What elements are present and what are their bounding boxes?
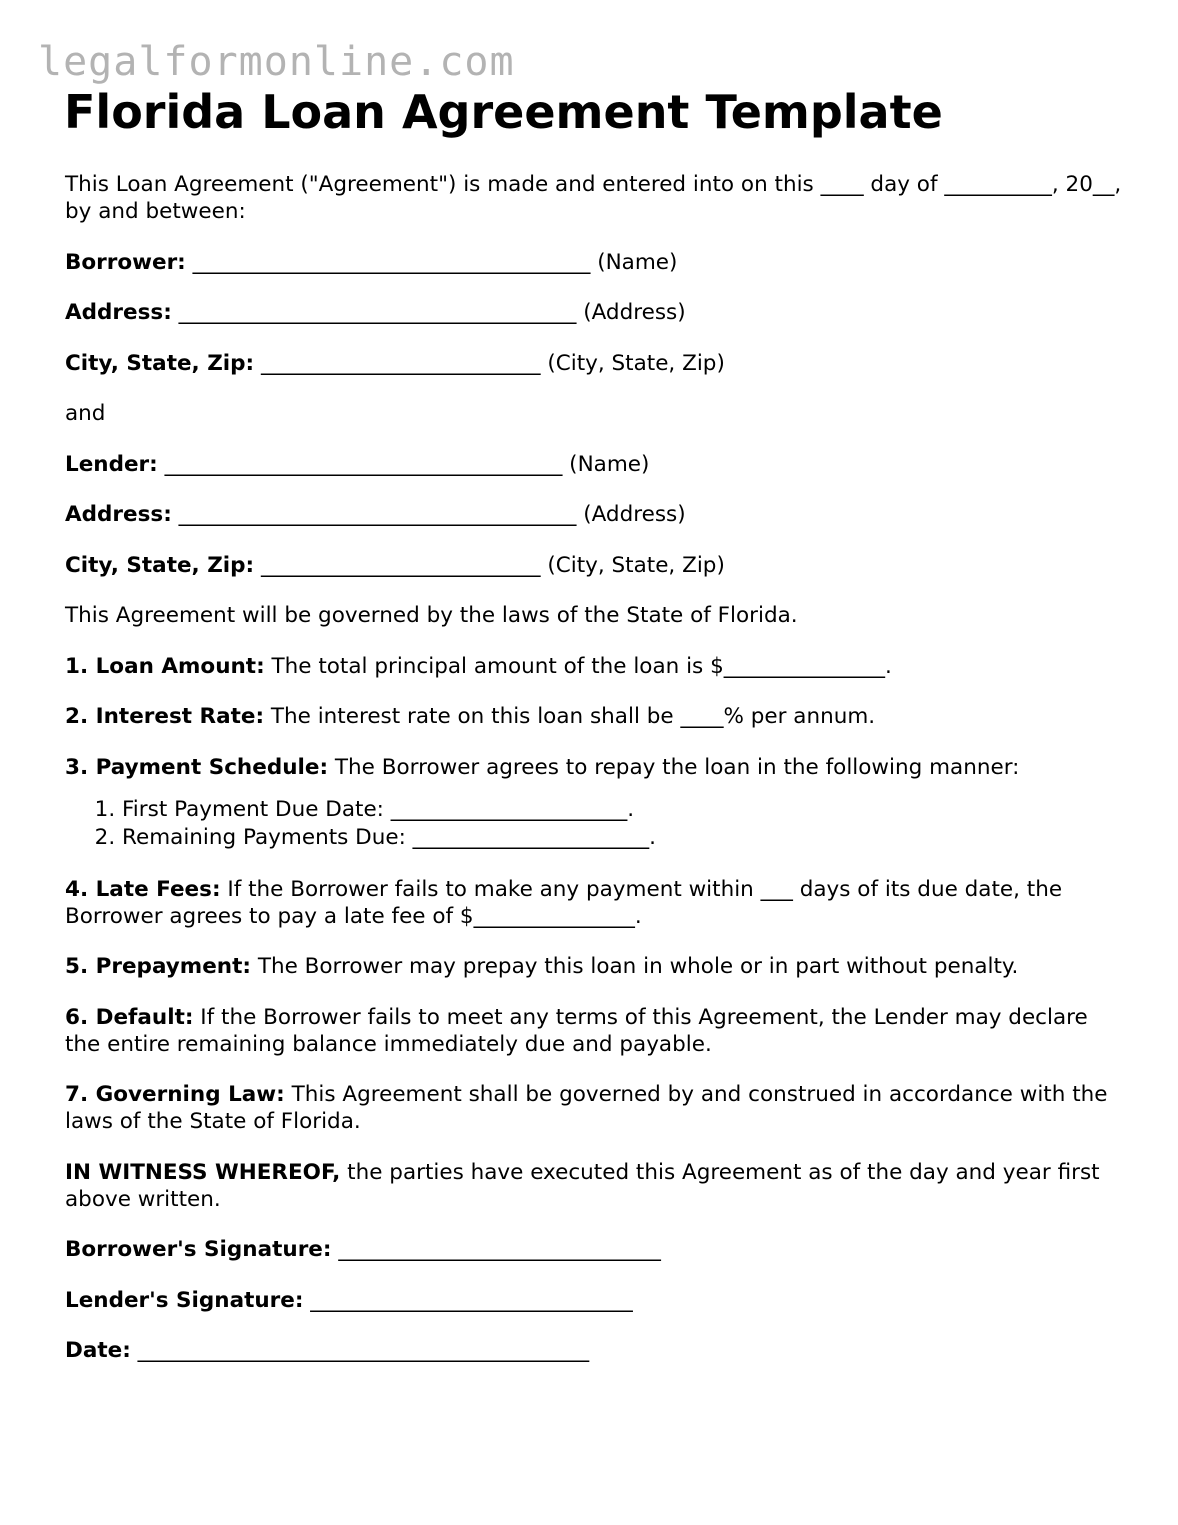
borrower-city-blank: __________________________ (City, State, Zip) — [254, 350, 725, 376]
section-late-fees — [65, 876, 1125, 930]
document-title: Florida Loan Agreement Template — [64, 85, 943, 139]
section-governing-law-label: 7. Governing Law: — [65, 1082, 285, 1107]
section-governing-law-text: This Agreement shall be governed by and construed in accordance with the laws of the State of Florida. — [65, 1082, 1108, 1134]
borrower-name-label: Borrower: — [65, 249, 186, 275]
lender-address-label: Address: — [65, 502, 172, 527]
witness-label: IN WITNESS WHEREOF, — [65, 1159, 341, 1185]
section-payment-schedule-text: The Borrower agrees to repay the loan in the following manner: — [328, 754, 1020, 780]
section-governing-law — [65, 1081, 1125, 1135]
lender-city-field — [65, 552, 1125, 579]
lender-city-blank: __________________________ (City, State, Zip) — [254, 552, 725, 578]
section-interest-rate-label: 2. Interest Rate: — [65, 704, 265, 729]
borrower-address-field — [65, 299, 1125, 326]
and-text: and — [65, 401, 106, 426]
section-prepayment-label: 5. Prepayment: — [65, 954, 251, 979]
borrower-signature-label: Borrower's Signature: — [65, 1237, 332, 1262]
lender-signature-label: Lender's Signature: — [65, 1287, 304, 1313]
intro-paragraph: This Loan Agreement ("Agreement") is made and entered into on this ____ day of __________, 20__, by and between: — [65, 172, 1122, 224]
borrower-address-blank: _____________________________________ (Address) — [171, 300, 686, 325]
section-loan-amount-text: The total principal amount of the loan is $_______________. — [264, 653, 892, 679]
lender-address-blank: _____________________________________ (Address) — [171, 502, 686, 527]
lender-city-label: City, State, Zip: — [65, 552, 255, 578]
section-interest-rate-text: The interest rate on this loan shall be ____% per annum. — [264, 704, 876, 729]
lender-name-field — [65, 451, 1125, 478]
borrower-signature-blank: ______________________________ — [331, 1237, 661, 1262]
payment-schedule-list — [65, 796, 1125, 852]
section-default-text: If the Borrower fails to meet any terms of this Agreement, the Lender may declare the entire remaining balance immediately due and payable. — [65, 1004, 1088, 1057]
witness-text: the parties have executed this Agreement as of the day and year first above written. — [65, 1159, 1100, 1212]
section-prepayment — [65, 953, 1125, 980]
witness-paragraph — [65, 1159, 1125, 1213]
section-interest-rate — [65, 703, 1125, 730]
lender-name-blank: _____________________________________ (Name) — [157, 451, 650, 477]
borrower-city-field — [65, 350, 1125, 377]
section-prepayment-text: The Borrower may prepay this loan in whole or in part without penalty. — [250, 954, 1019, 979]
section-payment-schedule-label: 3. Payment Schedule: — [65, 754, 329, 780]
section-payment-schedule — [65, 754, 1125, 781]
borrower-name-field — [65, 249, 1125, 276]
list-item: 1. First Payment Due Date: ______________________. — [122, 796, 1125, 824]
document-body — [65, 171, 1125, 1388]
governed-statement: This Agreement will be governed by the laws of the State of Florida. — [65, 603, 798, 628]
section-loan-amount-label: 1. Loan Amount: — [65, 653, 265, 679]
watermark-text: legalformonline.com — [38, 39, 515, 85]
borrower-signature-field — [65, 1236, 1125, 1263]
borrower-address-label: Address: — [65, 300, 172, 325]
borrower-city-label: City, State, Zip: — [65, 350, 255, 376]
lender-address-field — [65, 501, 1125, 528]
section-default — [65, 1004, 1125, 1058]
borrower-name-blank: _____________________________________ (Name) — [185, 249, 678, 275]
lender-name-label: Lender: — [65, 451, 158, 477]
section-late-fees-label: 4. Late Fees: — [65, 876, 221, 902]
date-label: Date: — [65, 1338, 131, 1363]
date-field — [65, 1337, 1125, 1364]
section-loan-amount — [65, 653, 1125, 680]
date-blank: __________________________________________ — [130, 1338, 590, 1363]
lender-signature-field — [65, 1287, 1125, 1314]
list-item: 2. Remaining Payments Due: ______________________. — [122, 824, 1125, 852]
section-late-fees-text: If the Borrower fails to make any payment within ___ days of its due date, the Borrower agrees to pay a late fee of $_______________. — [65, 876, 1063, 929]
section-default-label: 6. Default: — [65, 1004, 194, 1030]
lender-signature-blank: ______________________________ — [303, 1287, 633, 1313]
